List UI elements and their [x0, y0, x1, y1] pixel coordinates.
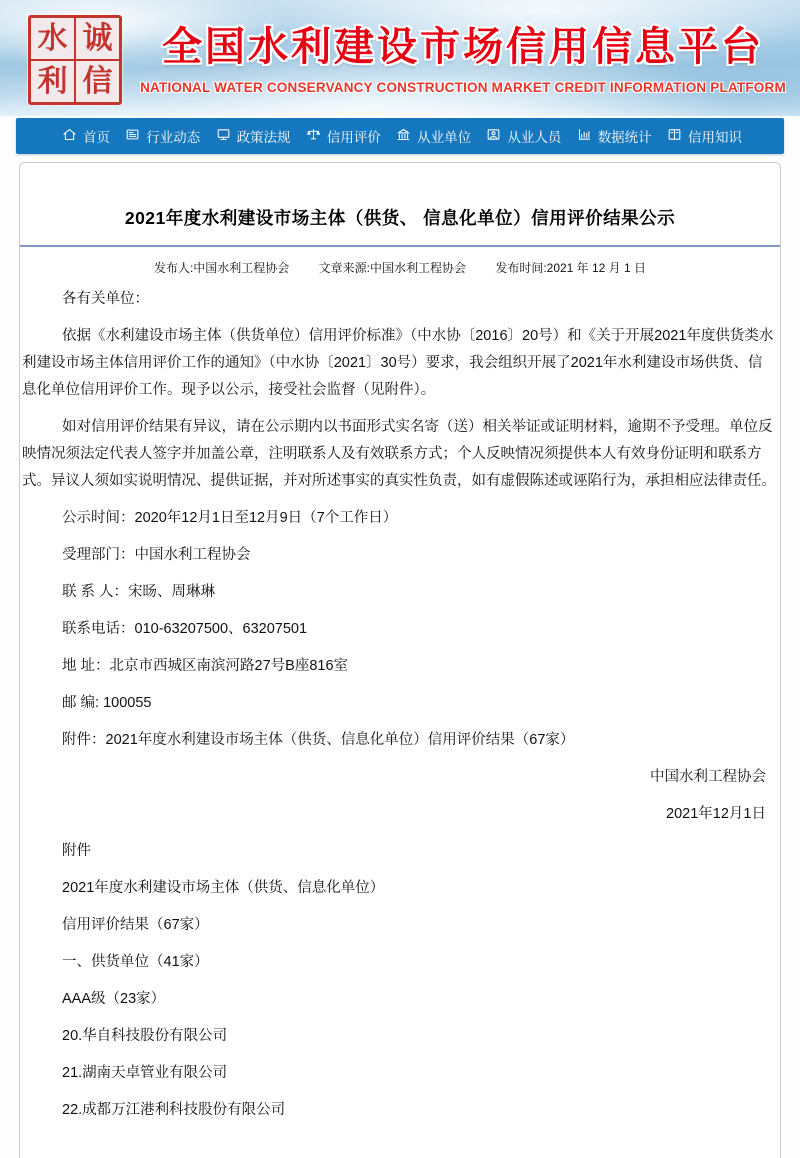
logo-char: 诚 [76, 18, 119, 59]
salutation-line: 各有关单位： [62, 291, 149, 307]
grade-heading-aaa: AAA级（23家） [62, 991, 166, 1007]
paragraph: 依据《水利建设市场主体（供货单位）信用评价标准》（中水协〔2016〕20号）和《关于开展2021年度供货类水利建设市场主体信用评价工作的通知》（中水协〔2021〕30号）要求，我会组织开展了2021年水利建设市场供货、信息化单位信用评价工作。现予以公示，接受社会监督（见附件）。 [22, 328, 774, 398]
company-list-item: 21.湖南天卓管业有限公司 [62, 1065, 228, 1081]
contact-phone-line: 联系电话：010-63207500、63207501 [62, 621, 308, 637]
nav-item-member-units[interactable] [396, 126, 471, 146]
site-title: 全国水利建设市场信用信息平台 [162, 25, 764, 69]
main-nav [16, 118, 784, 154]
nav-label: 信用评价 [326, 130, 381, 145]
attachment-title-line: 2021年度水利建设市场主体（供货、信息化单位） [62, 880, 385, 896]
home-icon [62, 127, 77, 145]
nav-item-policies[interactable] [216, 126, 291, 146]
article-body [20, 276, 780, 1158]
attachment-heading: 附件 [62, 843, 91, 859]
logo-char: 水 [31, 18, 74, 59]
monitor-icon [216, 127, 231, 145]
chart-icon [577, 127, 592, 145]
news-icon [125, 127, 140, 145]
company-list-item: 20.华自科技股份有限公司 [62, 1028, 228, 1044]
nav-item-statistics[interactable] [577, 126, 652, 146]
section-heading-suppliers: 一、供货单位（41家） [62, 954, 209, 970]
meta-publish-time: 发布时间:2021 年 12 月 1 日 [495, 261, 647, 275]
attachment-reference-line: 附件：2021年度水利建设市场主体（供货、信息化单位）信用评价结果（67家） [62, 732, 575, 748]
logo-char: 信 [76, 61, 119, 102]
nav-item-practitioners[interactable] [486, 126, 561, 146]
nav-item-home[interactable] [62, 126, 110, 146]
address-line: 地 址：北京市西城区南滨河路27号B座816室 [62, 658, 349, 674]
nav-item-industry-news[interactable] [125, 126, 200, 146]
meta-source: 文章来源:中国水利工程协会 [318, 261, 466, 275]
person-icon [486, 127, 501, 145]
publicity-period-line: 公示时间：2020年12月1日至12月9日（7个工作日） [62, 510, 398, 526]
paragraph: 如对信用评价结果有异议，请在公示期内以书面形式实名寄（送）相关举证或证明材料，逾期不予受理。单位反映情况须法定代表人签字并加盖公章，注明联系人及有效联系方式；个人反映情况须提供本人有效身份证明和联系方式。异议人须如实说明情况、提供证据，并对所述事实的真实性负责，如有虚假陈述或诬陷行为，承担相应法律责任。 [22, 419, 776, 489]
article-meta [20, 247, 780, 276]
meta-publisher: 发布人:中国水利工程协会 [153, 261, 290, 275]
nav-label: 从业人员 [507, 130, 562, 145]
nav-label: 信用知识 [687, 130, 742, 145]
attachment-subtitle-line: 信用评价结果（67家） [62, 917, 209, 933]
nav-label: 数据统计 [597, 130, 652, 145]
accepting-department-line: 受理部门：中国水利工程协会 [62, 547, 251, 563]
site-subtitle-en: NATIONAL WATER CONSERVANCY CONSTRUCTION MARKET CREDIT INFORMATION PLATFORM [140, 80, 786, 95]
book-icon [667, 127, 682, 145]
nav-label: 政策法规 [236, 130, 291, 145]
banner-titles [132, 15, 794, 95]
logo-char: 利 [31, 61, 74, 102]
site-banner [0, 0, 800, 116]
site-logo [28, 15, 122, 105]
contact-person-line: 联 系 人：宋旸、周琳琳 [62, 584, 216, 600]
signature-date-line: 2021年12月1日 [666, 806, 766, 822]
bank-icon [396, 127, 411, 145]
nav-label: 行业动态 [146, 130, 201, 145]
nav-label: 从业单位 [417, 130, 472, 145]
postcode-line: 邮 编: 100055 [62, 695, 152, 711]
nav-label: 首页 [83, 130, 110, 145]
scale-icon [306, 127, 321, 145]
page-title: 2021年度水利建设市场主体（供货、 信息化单位）信用评价结果公示 [124, 208, 676, 228]
company-list-item: 22.成都万江港利科技股份有限公司 [62, 1102, 286, 1118]
nav-item-credit-knowledge[interactable] [667, 126, 742, 146]
article-container [19, 162, 781, 1158]
nav-item-credit-evaluation[interactable] [306, 126, 381, 146]
signature-org-line: 中国水利工程协会 [650, 769, 766, 785]
